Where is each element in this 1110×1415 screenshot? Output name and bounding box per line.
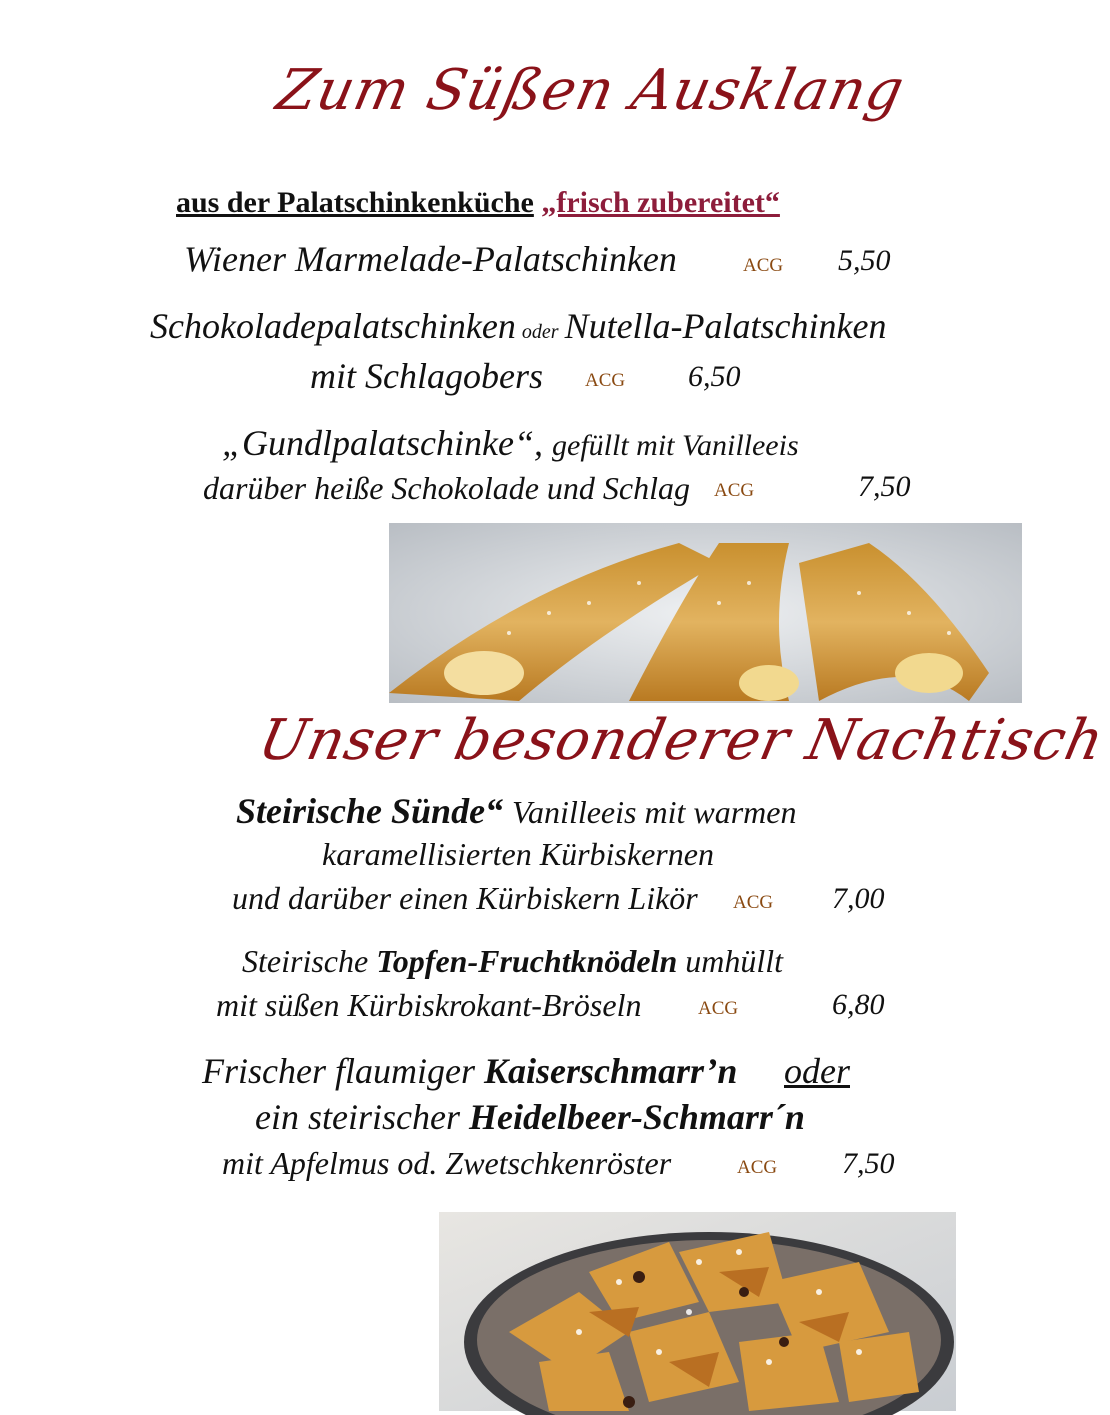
item-suende-desc2: karamellisierten Kürbiskernen [322,836,714,872]
item-schmarrn-or: oder [784,1051,850,1091]
item-schoko-line2: mit Schlagobers [310,356,543,396]
item-suende-desc1: Vanilleeis mit warmen [512,794,797,830]
item-suende-desc3: und darüber einen Kürbiskern Likör [232,880,698,916]
section-title-nachtisch: Unser besonderer Nachtisch [253,708,1110,773]
item-schmarrn-name2: Heidelbeer-Schmarr´n [468,1097,805,1137]
item-gundl-allergens: ACG [714,480,755,501]
item-topfen-allergens: ACG [698,998,739,1019]
item-gundl-price: 7,50 [858,470,911,503]
item-schoko-name: Schokoladepalatschinken [150,306,516,346]
palatschinken-image [389,523,1022,703]
item-topfen-line1 [242,943,783,980]
item-schmarrn-pre2: ein steirischer [255,1097,460,1137]
item-schmarrn-price: 7,50 [842,1147,895,1180]
item-schoko-connector: oder [521,321,559,343]
item-topfen-post: umhüllt [685,943,784,979]
item-topfen-name: Topfen-Fruchtknödeln [376,943,678,979]
item-gundl-desc2: darüber heiße Schokolade und Schlag [203,470,690,506]
item-topfen-desc2: mit süßen Kürbiskrokant-Bröseln [216,987,642,1023]
item-schoko-line1 [150,305,887,347]
item-schmarrn-allergens: ACG [737,1157,778,1178]
item-schoko-allergens: ACG [585,370,626,391]
item-gundl-line1 [222,422,799,464]
item-gundl-desc1: gefüllt mit Vanilleeis [552,429,799,462]
section-title-dessert: Zum Süßen Ausklang [271,58,911,123]
palatschinken-subheading [176,186,780,220]
item-suende-line1 [236,790,796,832]
item-topfen-pre: Steirische [242,943,369,979]
item-schoko-price: 6,50 [688,360,741,393]
item-schmarrn-line1 [202,1050,737,1092]
palatschinken-photo [389,523,1022,703]
subheading-highlight: „frisch zubereitet“ [541,186,780,219]
item-suende-name: Steirische Sünde“ [236,791,504,831]
item-schmarrn-pre: Frischer flaumiger [202,1051,475,1091]
item-schmarrn-line2 [255,1096,805,1138]
kaiserschmarrn-image [439,1212,956,1411]
item-schmarrn-desc: mit Apfelmus od. Zwetschkenröster [222,1145,672,1181]
kaiserschmarrn-photo [439,1212,956,1411]
subheading-text: aus der Palatschinkenküche [176,186,534,219]
item-gundl-name: „Gundlpalatschinke“, [222,423,543,463]
item-schmarrn-name: Kaiserschmarr’n [483,1051,738,1091]
item-suende-allergens: ACG [733,892,774,913]
item-nutella-name: Nutella-Palatschinken [564,306,887,346]
item-topfen-price: 6,80 [832,988,885,1021]
item-marmelade-price: 5,50 [838,244,891,277]
item-suende-price: 7,00 [832,882,885,915]
item-marmelade-name: Wiener Marmelade-Palatschinken [184,239,677,279]
item-marmelade-allergens: ACG [743,255,784,276]
